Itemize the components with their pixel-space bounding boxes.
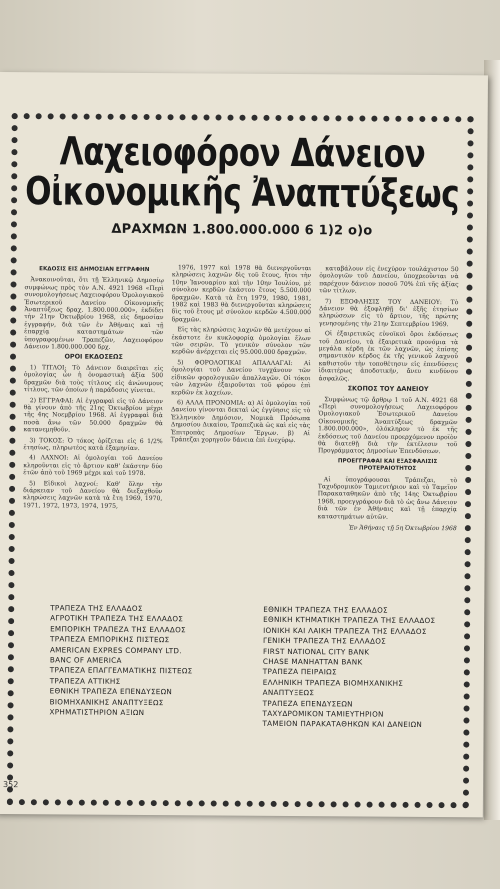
- bank-name: ΕΘΝΙΚΗ ΤΡΑΠΕΖΑ ΕΠΕΝΔΥΣΕΩΝ: [49, 686, 173, 697]
- benefits-paragraph: Οἱ ἐξαιρετικῶς εὐνοϊκοὶ ὅροι ἐκδόσεως τοῦ Δανείου, τὰ ἐξαιρετικὰ προνόμια τὰ μεγάλα κέρδη ἐκ τῶν λαχνῶν, ὡς ἐπίσης σημαντικὸν κέρδος ἐκ τῆς γενικοῦ λαχνοῦ καθιστοῦν τὴν τοποθέτησιν εἰς ἐπενδύσεις ἰδιαιτέρως ἀποδοτικήν, ἄνευ κινδύνου ἀσφαλῶς.: [318, 330, 459, 383]
- bank-list: [49, 603, 448, 781]
- bank-name: ΤΑΧΥΔΡΟΜΙΚΟΝ ΤΑΜΙΕΥΤΗΡΙΟΝ: [262, 708, 384, 719]
- term-tax-exemptions: 5) ΦΟΡΟΛΟΓΙΚΑΙ ΑΠΑΛΛΑΓΑΙ: Αἱ ὁμολογίαι τοῦ Δανείου τυγχάνουν τῶν εἰδικῶν φορολογικῶν ἀπαλλαγῶν. Οἱ τόκοι τῶν λαχνῶν ἐξαιροῦνται τοῦ φόρου ἐπὶ κερδῶν ἐκ λαχείων.: [171, 359, 311, 397]
- purpose-heading: ΣΚΟΠΟΣ ΤΟΥ ΔΑΝΕΙΟΥ: [347, 384, 429, 394]
- text-columns: [22, 263, 458, 606]
- collateral-paragraph: καταβάλουν εἰς ἐνεχύρον τουλάχιστον 50 ὁμολογιῶν τοῦ Δανείου, ὑποχρεοῦνται νὰ παρέχουν δάνειον ποσοῦ 70% ἐπὶ τῆς ἀξίας τῶν τίτλων.: [319, 265, 459, 295]
- bank-name: FIRST NATIONAL CITY BANK: [262, 646, 370, 657]
- term-other-privileges: 6) ΑΛΛΑ ΠΡΟΝΟΜΙΑ: α) Αἱ ὁμολογίαι τοῦ Δανείου γίνονται δεκταὶ ὡς ἐγγύησις εἰς τὸ Ἑλληνικὸν Δημόσιον, Νομικὰ Πρόσωπα Δημοσίου Δικαίου, Τραπεζικὰ ὡς καὶ εἰς τὰς Ἐπιτροπὰς Δημοσίων Ἔργων. β) Αἱ Τράπεζαι χορηγοῦν δάνεια ἐπὶ ἐνεχύρῳ.: [170, 399, 311, 445]
- dotted-border-frame: [7, 113, 474, 808]
- intro-paragraph: Ἀνακοινοῦται, ὅτι τῇ Ἑλληνικῷ Δημοσίῳ συμφώνως πρὸς τὸν Α.Ν. 4921 1968 «Περὶ συνομολογήσεως Λαχειοφόρου Ὁμολογιακοῦ Ἐσωτερικοῦ Δανείου Οἰκονομικῆς Ἀναπτύξεως δραχ. 1.800.000.000», ἐκδίδει τὴν 21ην Ὀκτωβρίου 1968, εἰς δημοσίαν ἐγγραφήν, διὰ τῶν ἐν Ἀθήναις καὶ τῇ ἐπαρχίᾳ καταστημάτων τῶν ὑπογραφομένων Τραπεζῶν, Λαχειοφόρον Δάνειον 1.800.000.000 δρχ.: [24, 276, 164, 351]
- bank-list-right: [262, 605, 448, 781]
- bank-name: ΤΡΑΠΕΖΑ ΕΜΠΟΡΙΚΗΣ ΠΙΣΤΕΩΣ: [50, 634, 170, 645]
- bank-name: BANC OF AMERICA: [49, 655, 122, 665]
- term-lottery: 4) ΛΑΧΝΟΙ: Αἱ ὁμολογίαι τοῦ Δανείου κληροῦνται εἰς τὸ ἄρτιον καθ' ἑκάστην δύο ἐτῶν ἀπὸ τοῦ 1969 μέχρι καὶ τοῦ 1978.: [23, 454, 163, 478]
- lottery-schedule: 1976, 1977 καὶ 1978 θὰ διενεργοῦνται κληρώσεις λαχνῶν δὶς τοῦ ἔτους, ἤτοι τὴν 10ην Ἰανουαρίου καὶ τὴν 10ην Ἰουλίου, μὲ σύνολον κερδῶν ἑκάστου ἔτους 5.500.000 δραχμῶν. Κατὰ τὰ ἔτη 1979, 1980, 1981, 1982 καὶ 1983 θὰ διενεργοῦνται κληρώσεις δὶς τοῦ ἔτους μὲ σύνολον κερδῶν 4.500.000 δραχμῶν.: [171, 264, 312, 324]
- bank-name: ΤΡΑΠΕΖΑ ΕΠΕΝΔΥΣΕΩΝ: [262, 698, 353, 709]
- bank-name: ΤΡΑΠΕΖΑ ΠΕΙΡΑΙΩΣ: [262, 667, 337, 677]
- term-titles: 1) ΤΙΤΛΟΙ: Τὸ Δάνειον διαιρεῖται εἰς ὁμολογίας ὧν ἡ ὀνομαστικὴ ἀξία 500 δραχμῶν διὰ τοὺς τίτλους εἰς ἀνώνυμους τίτλους, τῶν ὁποίων ἡ παράδοσις γίνεται.: [23, 364, 164, 395]
- bank-name: ΙΟΝΙΚΗ ΚΑΙ ΛΑΙΚΗ ΤΡΑΠΕΖΑ ΤΗΣ ΕΛΛΑΔΟΣ: [263, 625, 427, 636]
- term-repayment: 7) ΕΞΟΦΛΗΣΙΣ ΤΟΥ ΔΑΝΕΙΟΥ: Τὸ Δάνειον θὰ ἐξοφληθῇ δι' ἐξῆς ἐτησίων κληρώσεων εἰς τὸ ἄρτιον, τῆς πρώτης γενησομένης τὴν 21ην Σεπτεμβρίου 1969.: [318, 297, 459, 328]
- bank-name: ΤΑΜΕΙΟΝ ΠΑΡΑΚΑΤΑΘΗΚΩΝ ΚΑΙ ΔΑΝΕΙΩΝ: [262, 719, 423, 730]
- bank-name: ΒΙΟΜΗΧΑΝΙΚΗΣ ΑΝΑΠΤΥΞΕΩΣ: [49, 697, 164, 707]
- term-subscriptions: 2) ΕΓΓΡΑΦΑΙ: Αἱ ἐγγραφαὶ εἰς τὸ Δάνειον θὰ γίνουν ἀπὸ τῆς 21ης Ὀκτωβρίου μέχρι τῆς 4ης Νοεμβρίου 1968. Αἱ ἐγγραφαὶ διὰ ποσὰ ἄνω τῶν 50.000 δραχμῶν θὰ κατανεμηθοῦν.: [23, 396, 164, 434]
- bank-name: ΓΕΝΙΚΗ ΤΡΑΠΕΖΑ ΤΗΣ ΕΛΛΑΔΟΣ: [263, 636, 387, 646]
- column-1: [22, 263, 164, 604]
- loan-amount: ΔΡΑΧΜΩΝ 1.800.000.000 6 1)2 ο)ο: [111, 221, 373, 239]
- lottery-participation: Εἰς τὰς κληρώσεις λαχνῶν θὰ μετέχουν αἱ ἑκάστοτε ἐν κυκλοφορίᾳ ὁμολογίαι ἔλων τῶν σειρῶν. Τὸ γενικὸν σύνολον τῶν κερδῶν ἀνέρχεται εἰς 95.000.000 δραχμῶν.: [171, 326, 311, 357]
- column-3: [317, 265, 459, 606]
- bank-name: CHASE MANHATTAN BANK: [262, 656, 363, 667]
- bank-list-left: [49, 603, 235, 779]
- pre-subscription-heading: ΠΡΟΕΓΓΡΑΦΑΙ ΚΑΙ ΕΞΑΣΦΑΛΙΣΙΣ ΠΡΟΤΕΡΑΙΟΤΗΤΟΣ: [337, 458, 438, 473]
- date-signoff: Ἐν Ἀθήναις τῇ 5η Ὀκτωβρίου 1968: [348, 524, 457, 533]
- advertisement-body: [19, 123, 462, 798]
- pre-subscription-paragraph: Αἱ ὑπογράφουσαι Τράπεζαι, τὸ Ταχυδρομικὸν Ταμιευτήριον καὶ τὸ Ταμεῖον Παρακαταθηκῶν ἀπὸ τῆς 14ης Ὀκτωβρίου 1968, προεγγράφουν διὰ τὸ ὡς ἄνω Δάνειον διὰ τῶν ἐν Ἀθήναις καὶ τῇ ἐπαρχίᾳ καταστημάτων αὐτῶν.: [317, 475, 458, 521]
- bank-name: ΤΡΑΠΕΖΑ ΑΤΤΙΚΗΣ: [49, 676, 121, 686]
- purpose-paragraph: Συμφώνως τῷ ἄρθρῳ 1 τοῦ Α.Ν. 4921 68 «Περὶ συνομολογήσεως Λαχειοφόρου Ὁμολογιακοῦ Ἐσωτερικοῦ Δανείου Οἰκονομικῆς Ἀναπτύξεως δραχμῶν 1.800.000.000», ὁλόκληρον τὸ ἐκ τῆς ἐκδόσεως τοῦ Δανείου προερχόμενον προϊὸν θὰ διατεθῇ διὰ τὴν ἐκτέλεσιν τοῦ Προγράμματος Δημοσίων Ἐπενδύσεων.: [317, 395, 458, 456]
- bank-name: ΕΘΝΙΚΗ ΤΡΑΠΕΖΑ ΤΗΣ ΕΛΛΑΔΟΣ: [263, 604, 388, 615]
- bank-name: ΕΛΛΗΝΙΚΗ ΤΡΑΠΕΖΑ ΒΙΟΜΗΧΑΝΙΚΗΣ: [262, 677, 404, 688]
- bank-name: AMERICAN EXPRES COMPANY LTD.: [49, 644, 182, 655]
- column-2: [170, 264, 312, 605]
- title-line-1: Λαχειοφόρον Δάνειον: [59, 129, 426, 177]
- bank-name: ΤΡΑΠΕΖΑ ΕΠΑΓΓΕΛΜΑΤΙΚΗΣ ΠΙΣΤΕΩΣ: [49, 665, 193, 676]
- bank-name: ΤΡΑΠΕΖΑ ΤΗΣ ΕΛΛΑΔΟΣ: [50, 603, 143, 614]
- bank-name: ΑΓΡΟΤΙΚΗ ΤΡΑΠΕΖΑ ΤΗΣ ΕΛΛΑΔΟΣ: [50, 613, 184, 624]
- term-special-lottery: 5) Εἰδικοὶ λαχνοί: Καθ' ὅλην τὴν διάρκειαν τοῦ Δανείου θὰ διεξαχθοῦν κληρώσεις λαχνῶν κατὰ τὰ ἔτη 1969, 1970, 1971, 1972, 1973, 1974, 1975,: [22, 479, 163, 510]
- bank-name: ΕΘΝΙΚΗ ΚΤΗΜΑΤΙΚΗ ΤΡΑΠΕΖΑ ΤΗΣ ΕΛΛΑΔΟΣ: [263, 615, 436, 626]
- page-number: 352: [2, 780, 19, 790]
- issue-heading: ΕΚΔΟΣΙΣ ΕΙΣ ΔΗΜΟΣΙΑΝ ΕΓΓΡΑΦΗΝ: [39, 266, 150, 274]
- magazine-page: [0, 72, 488, 817]
- terms-heading: ΟΡΟΙ ΕΚΔΟΣΕΩΣ: [64, 352, 123, 362]
- term-interest: 3) ΤΟΚΟΣ: Ὁ τόκος ὁρίζεται εἰς 6 1/2% ἐτησίως, πληρωτέος κατὰ ἑξαμηνίαν.: [23, 436, 163, 452]
- title-line-2: Οἰκονομικῆς Ἀναπτύξεως: [25, 169, 460, 218]
- bank-name: ΧΡΗΜΑΤΙΣΤΗΡΙΟΝ ΑΞΙΩΝ: [49, 707, 145, 718]
- bank-name: ΕΜΠΟΡΙΚΗ ΤΡΑΠΕΖΑ ΤΗΣ ΕΛΛΑΔΟΣ: [50, 624, 186, 635]
- bank-name: ΑΝΑΠΤΥΞΕΩΣ: [262, 688, 315, 698]
